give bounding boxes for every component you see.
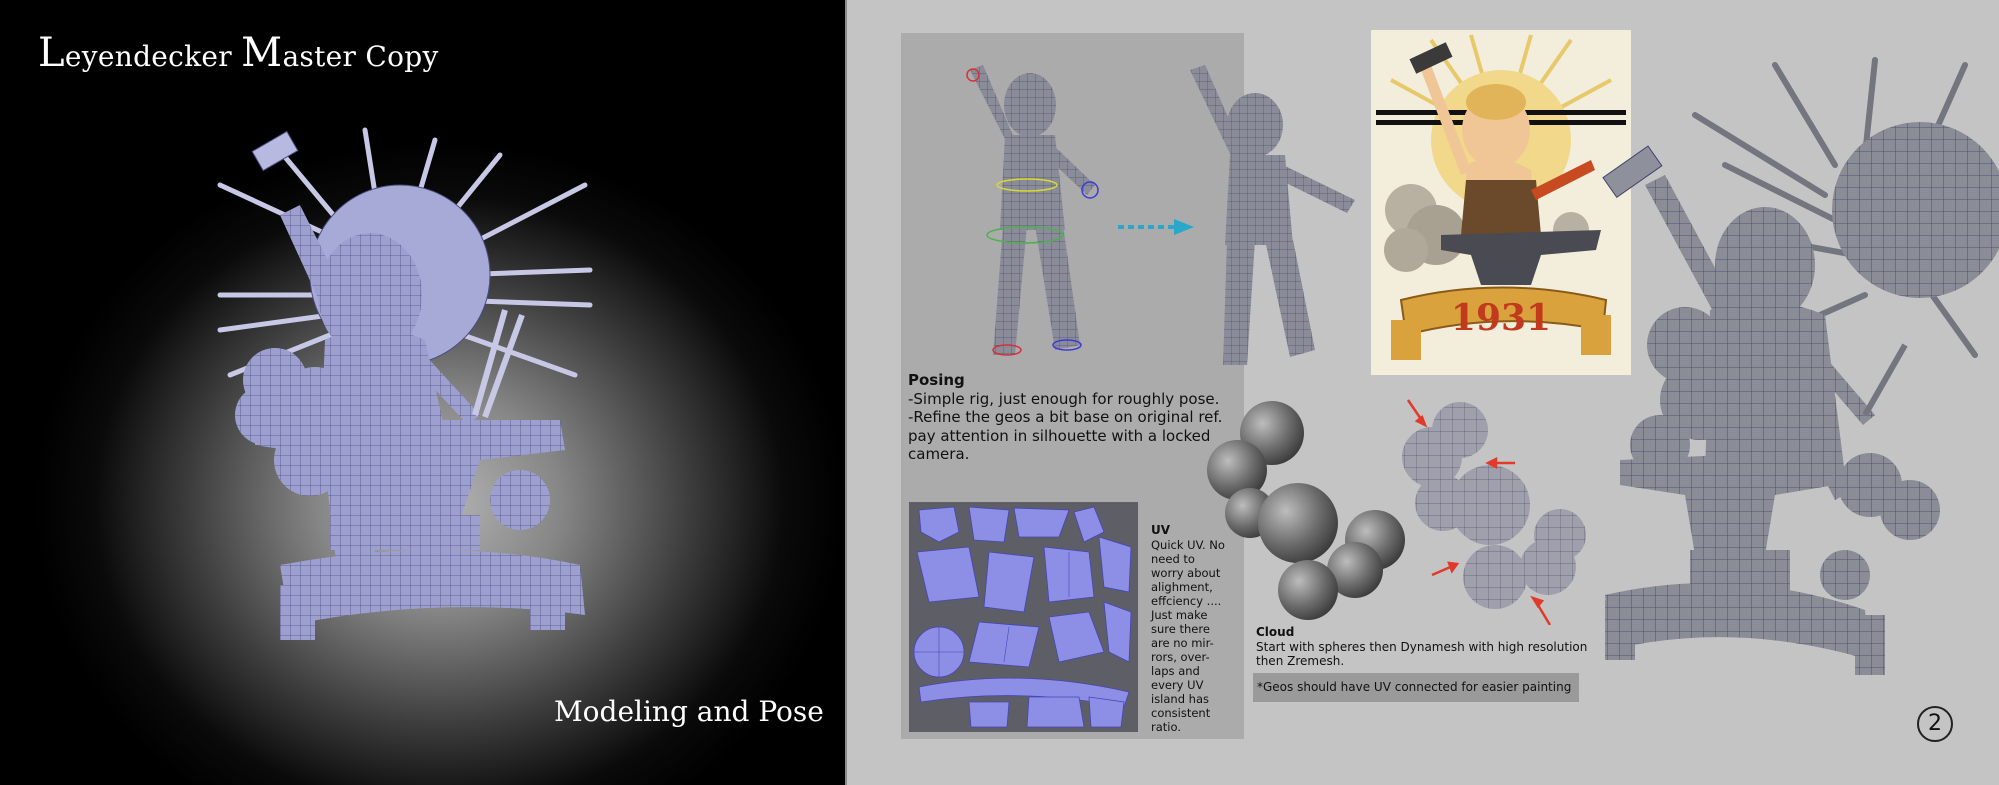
cloud-heading: Cloud xyxy=(1256,625,1295,639)
cloud-line: Start with spheres then Dynamesh with high resolution xyxy=(1256,640,1588,654)
rig-after-figure xyxy=(1175,65,1365,370)
page-subtitle: Modeling and Pose xyxy=(554,695,824,728)
uv-line: are no mir- xyxy=(1151,636,1214,650)
uv-line: effciency .... xyxy=(1151,594,1222,608)
posing-line: camera. xyxy=(908,445,970,463)
title-part-2: aster Copy xyxy=(282,40,439,73)
posing-line: -Simple rig, just enough for roughly pose. xyxy=(908,390,1220,408)
page-number-badge: 2 xyxy=(1917,706,1953,742)
title-initial-m: M xyxy=(241,30,283,76)
posing-heading: Posing xyxy=(908,371,965,389)
wireframe-statue-right xyxy=(1595,55,1999,700)
cloud-line: then Zremesh. xyxy=(1256,654,1345,668)
uv-line: Quick UV. No xyxy=(1151,538,1225,552)
uv-line: every UV xyxy=(1151,678,1204,692)
uv-line: ratio. xyxy=(1151,720,1181,734)
page-title xyxy=(38,30,439,76)
title-part-1: eyendecker xyxy=(64,40,242,73)
reference-year: 1931 xyxy=(1450,297,1552,339)
uv-line: island has xyxy=(1151,692,1209,706)
uv-note: *Geos should have UV connected for easier painting xyxy=(1253,673,1579,702)
uv-heading: UV xyxy=(1151,523,1171,537)
cloud-spheres-image xyxy=(1200,395,1605,625)
panel-divider xyxy=(845,0,847,785)
uv-line: consistent xyxy=(1151,706,1211,720)
uv-line: laps and xyxy=(1151,664,1200,678)
uv-line: rors, over- xyxy=(1151,650,1210,664)
posing-line: -Refine the geos a bit base on original ref. xyxy=(908,408,1223,426)
uv-line: need to xyxy=(1151,552,1195,566)
reference-painting xyxy=(1371,30,1631,375)
uv-line: sure there xyxy=(1151,622,1210,636)
uv-line: alighment, xyxy=(1151,580,1213,594)
rig-before-figure xyxy=(955,65,1105,365)
uv-line: Just make xyxy=(1151,608,1208,622)
title-initial-l: L xyxy=(38,30,65,76)
wireframe-statue-left xyxy=(200,125,620,655)
posing-line: pay attention in silhouette with a locked xyxy=(908,427,1211,445)
uv-line: worry about xyxy=(1151,566,1221,580)
uv-layout-image xyxy=(909,502,1138,732)
